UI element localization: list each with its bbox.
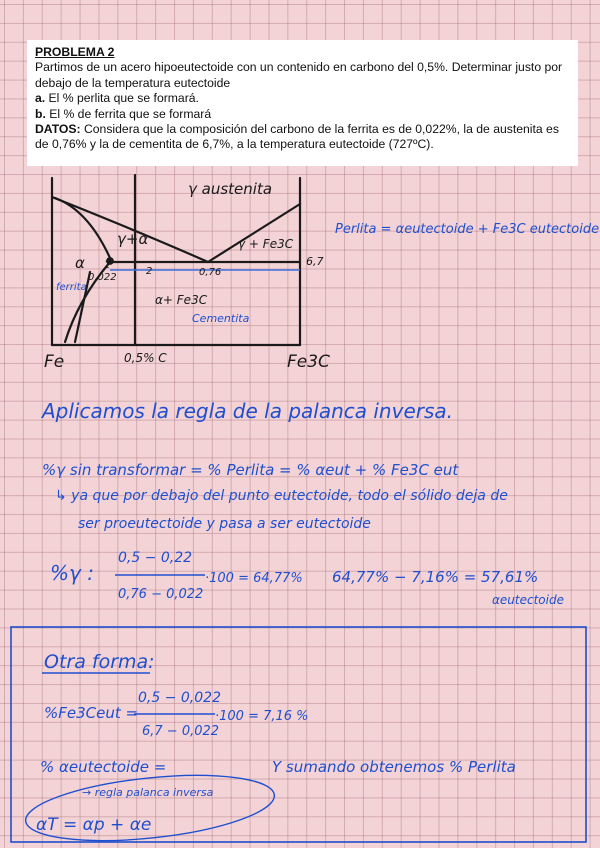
label-0022: 0,022 — [88, 272, 117, 283]
region-gamma-fe3c: γ + Fe3C — [238, 237, 294, 251]
alt-method-box — [11, 627, 586, 848]
item-b-text: El % de ferrita que se formará — [45, 106, 212, 121]
region-gamma-alpha: γ+α — [117, 230, 149, 248]
alpha-total-equation: αT = αp + αe — [36, 815, 152, 835]
region-alpha: α — [75, 254, 85, 272]
regla-ellipse — [23, 765, 278, 848]
alpha-eut-calc: 64,77% − 7,16% = 57,61% — [332, 568, 539, 586]
fe3c-numerator: 0,5 − 0,022 — [138, 690, 221, 706]
label-point-2: 2 — [146, 266, 153, 277]
problem-title: PROBLEMA 2 — [35, 45, 115, 59]
region-alpha-fe3c: α+ Fe3C — [155, 293, 208, 307]
fe3c-denominator: 6,7 − 0,022 — [142, 724, 220, 739]
label-076: 0,76 — [199, 267, 222, 278]
summing-text: Y sumando obtenemos % Perlita — [272, 758, 516, 776]
item-b-label: b. — [35, 106, 46, 121]
label-67: 6,7 — [306, 255, 324, 268]
label-ferrita: ferrita — [56, 282, 87, 293]
item-a-label: a. — [35, 91, 46, 106]
axis-label-fe3c: Fe3C — [287, 352, 330, 372]
datos-label: DATOS: — [35, 122, 81, 137]
phase-diagram — [52, 175, 300, 345]
label-point-1: 1 — [104, 260, 111, 271]
problem-intro: Partimos de un acero hipoeutectoide con un contenido en carbono del 0,5%. Determinar justo por debajo de la temperatura eutectoide — [35, 60, 563, 90]
alpha-eut-line: % αeutectoide = — [40, 758, 167, 776]
acm-line — [208, 204, 300, 262]
gamma-equation: %γ sin transformar = % Perlita = % αeut + % Fe3C eut — [42, 461, 459, 479]
item-a-text: El % perlita que se formará. — [45, 91, 199, 106]
region-austenita: γ austenita — [188, 180, 273, 198]
axis-label-fe: Fe — [44, 352, 65, 372]
gamma-result: ·100 = 64,77% — [205, 571, 303, 586]
gamma-denominator: 0,76 − 0,022 — [118, 587, 204, 602]
perlita-formula: Perlita = αeutectoide + Fe3C eutectoide — [335, 222, 600, 237]
gamma-lhs: %γ : — [50, 561, 94, 585]
fe3c-result: ·100 = 7,16 % — [215, 709, 309, 724]
axis-label-05: 0,5% C — [124, 351, 167, 365]
alpha-eut-label: αeutectoide — [492, 593, 564, 607]
regla-text: → regla palanca inversa — [82, 786, 214, 799]
alt-heading: Otra forma: — [44, 651, 155, 673]
aplicamos-heading: Aplicamos la regla de la palanca inversa. — [42, 399, 454, 423]
fe3c-lhs: %Fe3Ceut = — [44, 704, 139, 722]
explanation-line-2: ser proeutectoide y pasa a ser eutectoide — [78, 516, 371, 532]
label-cementita: Cementita — [192, 312, 250, 325]
datos-text: Considera que la composición del carbono de la ferrita es de 0,022%, la de austenita es de 0,76% y la de cementita de 6,7%, a la temperatura eutectoide (727ºC). — [35, 122, 559, 152]
explanation-line-1: ↳ ya que por debajo del punto eutectoide, todo el sólido deja de — [55, 488, 508, 504]
gamma-numerator: 0,5 − 0,22 — [118, 550, 193, 566]
a3-line — [55, 198, 110, 258]
